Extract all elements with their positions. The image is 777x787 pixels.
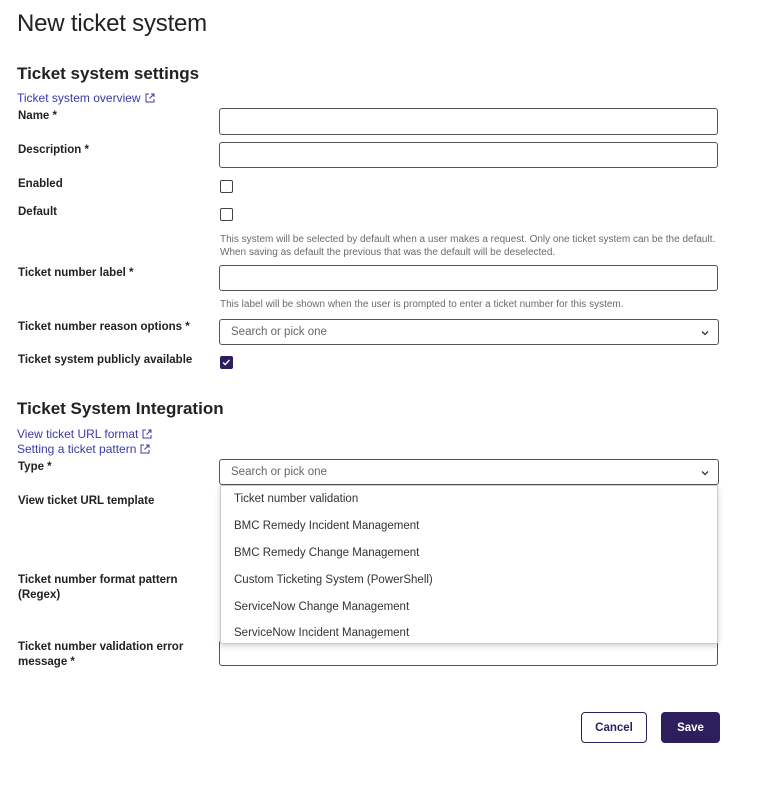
type-dropdown-menu: [220, 485, 718, 644]
type-placeholder: Search or pick one: [231, 466, 327, 478]
ticket-system-overview-link[interactable]: [17, 91, 155, 105]
type-option[interactable]: Ticket number validation: [234, 493, 359, 506]
type-option[interactable]: BMC Remedy Change Management: [234, 546, 420, 559]
save-button[interactable]: Save: [661, 712, 720, 743]
chevron-down-icon: [700, 468, 710, 478]
error-message-label: [18, 640, 183, 670]
format-pattern-label-line1: Ticket number format pattern: [18, 574, 178, 586]
public-checkbox[interactable]: [220, 356, 233, 369]
cancel-button[interactable]: Cancel: [581, 712, 647, 743]
default-checkbox[interactable]: [220, 208, 233, 221]
chevron-down-icon: [700, 328, 710, 338]
type-option[interactable]: Custom Ticketing System (PowerShell): [234, 573, 433, 586]
settings-heading: Ticket system settings: [17, 64, 200, 83]
type-option[interactable]: ServiceNow Incident Management: [234, 627, 410, 640]
view-ticket-url-format-link[interactable]: [17, 427, 152, 441]
type-option[interactable]: ServiceNow Change Management: [234, 600, 410, 613]
reason-options-placeholder: Search or pick one: [231, 326, 327, 338]
enabled-checkbox[interactable]: [220, 180, 233, 193]
reason-options-label: Ticket number reason options *: [18, 321, 190, 333]
page-title: New ticket system: [17, 10, 207, 37]
external-link-icon: [140, 444, 150, 454]
error-message-label-line2: message *: [18, 656, 75, 668]
public-label: Ticket system publicly available: [18, 354, 193, 366]
ticket-system-overview-link-label: Ticket system overview: [17, 91, 141, 105]
external-link-icon: [145, 93, 155, 103]
enabled-label: Enabled: [18, 178, 63, 190]
type-option[interactable]: BMC Remedy Incident Management: [234, 520, 420, 533]
ticket-number-label-input[interactable]: [219, 265, 718, 291]
default-hint: This system will be selected by default when a user makes a request. Only one ticket system can be the default. When saving as default the previous that was the default will be deselected.: [220, 234, 716, 258]
ticket-number-label-label: Ticket number label *: [18, 267, 134, 279]
external-link-icon: [142, 429, 152, 439]
name-input[interactable]: [219, 108, 718, 135]
ticket-number-label-hint: This label will be shown when the user is prompted to enter a ticket number for this system.: [220, 299, 624, 310]
reason-options-select[interactable]: [219, 319, 719, 345]
view-ticket-url-format-link-label: View ticket URL format: [17, 427, 139, 441]
default-label: Default: [18, 206, 57, 218]
integration-heading: Ticket System Integration: [17, 399, 224, 418]
description-input[interactable]: [219, 142, 718, 168]
error-message-label-line1: Ticket number validation error: [18, 641, 184, 653]
name-label: Name *: [18, 110, 57, 122]
format-pattern-label: [18, 573, 178, 603]
setting-ticket-pattern-link-label: Setting a ticket pattern: [17, 442, 137, 456]
description-label: Description *: [18, 144, 89, 156]
setting-ticket-pattern-link[interactable]: [17, 442, 150, 456]
checkmark-icon: [221, 357, 232, 368]
format-pattern-label-line2: (Regex): [18, 589, 61, 601]
view-url-template-label: View ticket URL template: [18, 495, 155, 507]
type-label: Type *: [18, 461, 52, 473]
type-select[interactable]: [219, 459, 719, 485]
